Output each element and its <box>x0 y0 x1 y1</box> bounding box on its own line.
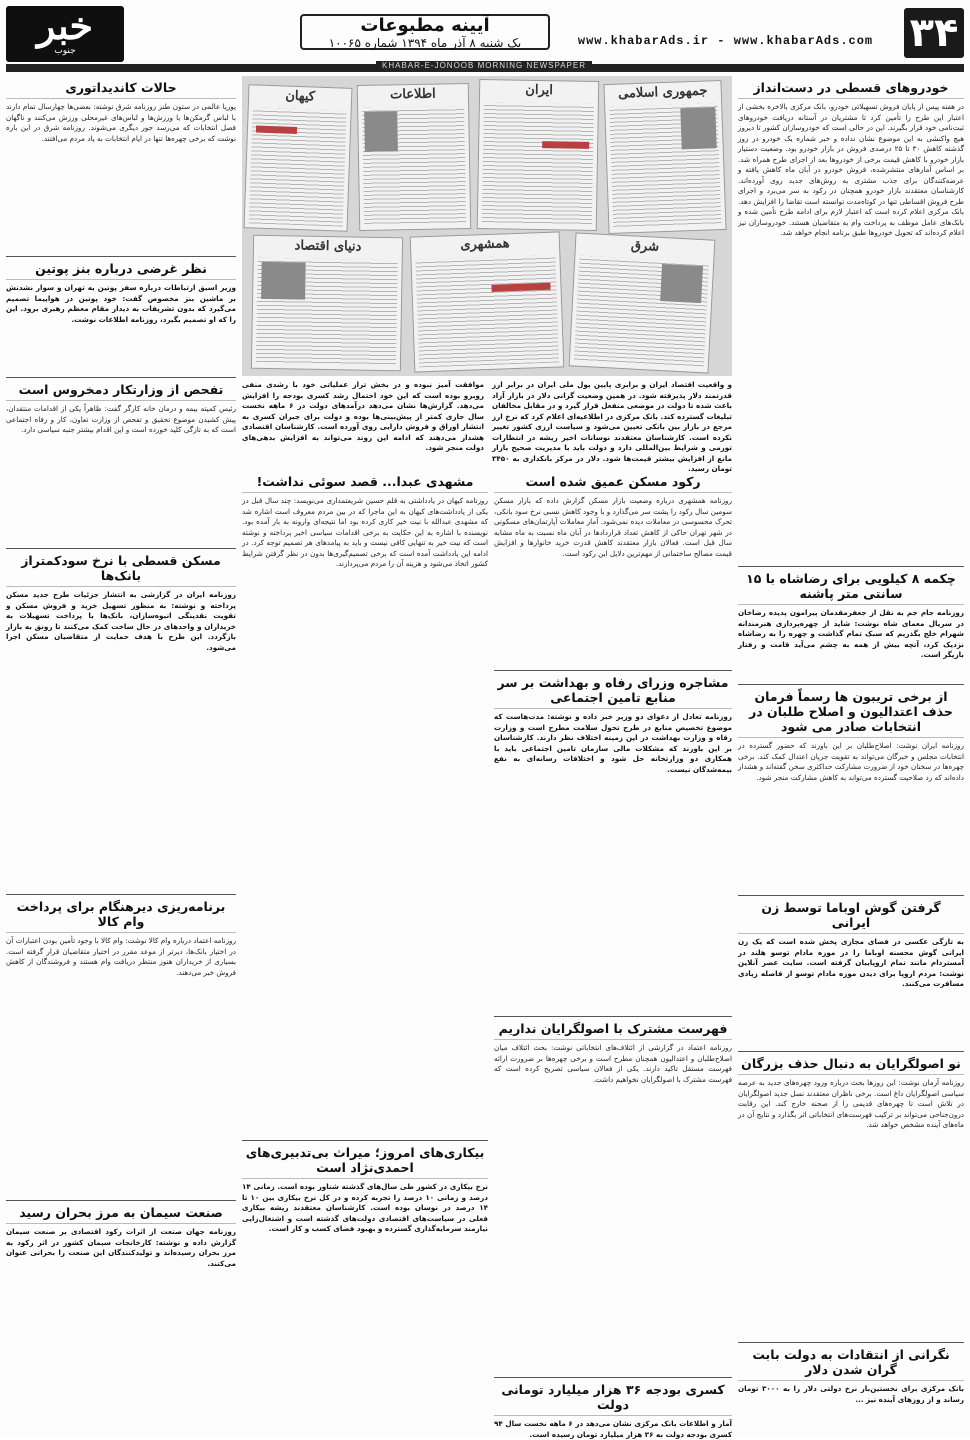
headline-a8: نظر غرضی درباره بنز پوتین <box>6 256 236 280</box>
headline-a2: چکمه ۸ کیلویی برای رضاشاه با ۱۵ سانتی متر پاشنه <box>738 566 964 605</box>
headline-a7: حالات کاندیداتوری <box>6 76 236 99</box>
page-number: ۳۴ <box>904 8 964 58</box>
headline-a5: نو اصولگرایان به دنبال حذف بزرگان <box>738 1051 964 1075</box>
lead-text-row <box>242 380 732 473</box>
body-a1: در هفته پیس از پایان فروش تسهیلاتی خودرو، بانک مرکزی بالاخره بخشی از اعتبار این طرح را تأمین کرد تا مشتریان در آستانه دریافت خودروهای ثبت‌نامی خود قرار بگیرند. این در حالی است که خودروسازان کشور تا دیروز هیچ واکنشی به این موضوع نشان نداده و خبر شماره یک خودرو در روز گذشته کاهش ۳۰ تا ۲۵ درصدی فروش در بازار خودرو بود. وضعیت دستیار بازار خودرو با کاهش قیمت برخی از خودروها بعد از اجرای طرح همراه شد. بر اساس آمارهای منتشرشده، فروش خودرو در آبان ماه کاهش یافته و عرضه‌کنندگان برای جذب مشتری به روش‌های جدید روی آورده‌اند. کارشناسان معتقدند بازار خودرو همچنان در رکود به سر می‌برد و اجرای طرح فروش اقساطی تنها در کوتاه‌مدت توانسته است تقاضا را افزایش دهد. بانک مرکزی اعلام کرده است که اعتبار لازم برای ادامه طرح تأمین شده و بانک‌های عامل موظف به پرداخت وام به متقاضیان هستند. خودروسازان نیز اعلام کرده‌اند که تحویل خودروها طبق برنامه انجام خواهد شد. <box>738 102 965 237</box>
newspaper-thumb: جمهوری اسلامی <box>603 80 726 234</box>
body-a9: رئیس کمیته بیمه و درمان خانه کارگر گفت: ظاهراً یکی از اقدامات منتقدان، پیش کشیدن موضوع تحقیق و تفحص از وزارت تعاون، کار و رفاه اجتماعی است که به تازگی کلید خورده است و این اقدام بیشتر جنبه سیاسی دارد. <box>6 404 236 434</box>
body-a15: روزنامه همشهری درباره وضعیت بازار مسکن گزارش داده که بازار مسکن سومین سال رکود را پشت سر می‌گذارد و با وجود کاهش نسبی نرخ سود بانکی، تحرک محسوسی در معاملات دیده نمی‌شود. آمار معاملات آپارتمان‌های مسکونی در شهر تهران حاکی از کاهش تعداد قراردادها در آبان ماه نسبت به ماه مشابه سال قبل است. فعالان بازار معتقدند کاهش قدرت خرید خانوارها و افزایش قیمت مصالح ساختمانی از مهم‌ترین دلایل این رکود است. <box>494 496 732 558</box>
body-a19: نرخ بیکاری در کشور طی سال‌های گذشته شناور بوده است. زمانی ۱۴ درصد و زمانی ۱۰ درصد را تجربه کرده و در کل نرخ بیکاری بین ۱۰ تا ۱۴ درصد در نوسان بوده است. کارشناسان معتقدند ریشه بیکاری فعلی در سیاست‌های اقتصادی دولت‌های گذشته است و اشتغال‌زایی نیازمند سرمایه‌گذاری گسترده و بهبود فضای کسب و کار است. <box>242 1182 488 1233</box>
body-a20: آمار و اطلاعات بانک مرکزی نشان می‌دهد در ۶ ماهه نخست سال ۹۴ کسری بودجه دولت به ۳۶ هزار میلیارد تومان رسیده است. <box>494 1419 733 1439</box>
body-a6: بانک مرکزی برای نخستین‌بار نرخ دولتی دلار را به ۳۰۰۰ تومان رساند و از روزهای آینده نیز ... <box>738 1384 964 1404</box>
column-3 <box>242 470 488 1431</box>
headline-a16: مشهدی عبدا... قصد سوئی نداشت! <box>242 470 488 493</box>
headline-a1: خودروهای قسطی در دست‌انداز <box>738 76 964 99</box>
headline-a20: کسری بودجه ۳۶ هزار میلیارد تومانی دولت <box>494 1377 732 1416</box>
body-a17: روزنامه تعادل از دعوای دو وزیر خبر داده و نوشته: مدت‌هاست که موضوع تخصیص منابع در طرح تحول سلامت مطرح است و وزارت رفاه و وزارت بهداشت در این زمینه اختلاف نظر دارند. کارشناسان بر این باورند که مشکلات مالی سازمان تامین اجتماعی باید با همکاری دو وزارتخانه حل شود و اختلافات رسانه‌ای به نفع بیمه‌شدگان نیست. <box>494 712 732 774</box>
body-a3: روزنامه ایران نوشت: اصلاح‌طلبان بر این باورند که حضور گسترده در انتخابات مجلس و خبرگان می‌تواند به تقویت جریان اعتدال کمک کند. برخی چهره‌ها در سخنان خود از ضرورت مشارکت حداکثری سخن گفته‌اند و هشدار داده‌اند که رد صلاحیت گسترده می‌تواند به کاهش مشارکت منجر شود. <box>738 741 964 782</box>
headline-a19: بیکاری‌های امروز؛ میراث بی‌تدبیری‌های احمدی‌نژاد است <box>242 1140 488 1179</box>
strip-text: KHABAR-E-JONOOB MORNING NEWSPAPER <box>376 61 592 70</box>
body-a16: روزنامه کیهان در یادداشتی به قلم حسین شریعتمداری می‌نویسد: چند سال قبل در یکی از یادداشت‌های کیهان به این ماجرا که در بین مردم معروف است اشاره شد که مشهدی عبدالله با نیت خیر کاری کرده بود اما نتیجه‌ای وارونه به بار آمده بود. نویسنده با اشاره به این حکایت به برخی اقدامات سیاسی اخیر پرداخته و نوشته است که نیت خیر به تنهایی کافی نیست و باید به پیامدهای هر تصمیم توجه کرد. در ادامه این یادداشت آمده است که برخی تصمیم‌گیری‌ها بدون در نظر گرفتن شرایط کشور اتخاذ می‌شود و هزینه آن را مردم می‌پردازند. <box>242 496 488 568</box>
body-a11: روزنامه اعتماد درباره وام کالا نوشت: وام کالا با وجود تأمین بودن اعتبارات آن در اختیار بانک‌ها، دیرتر از موعد مقرر در اختیار متقاضیان قرار گرفته است. بسیاری از خریداران هنوز منتظر دریافت وام هستند و فروشندگان از کاهش فروش خبر می‌دهند. <box>6 936 236 977</box>
headline-a3: از برخی تریبون ها رسماً فرمان حذف اعتدالیون و اصلاح طلبان در انتخابات صادر می شود <box>738 684 964 738</box>
headline-a12: صنعت سیمان به مرز بحران رسید <box>6 1200 236 1224</box>
headline-a15: رکود مسکن عمیق شده است <box>494 470 732 493</box>
body-a4: به تازگی عکسی در فضای مجازی پخش شده است که یک زن ایرانی گوش محسنه اوباما را در موزه مادام توسو هلند در آمستردام مانند تمام اروپاییان گرفته است. سایت عصر آنلاین نوشت: مردم اروپا برای دیدن موزه مادام توسو از فاصله زیادی مسافرت می‌کنند. <box>738 937 964 988</box>
photo-block <box>242 76 732 473</box>
header-strip <box>6 61 964 72</box>
headline-a10: مسکن قسطی با نرخ سودکمتراز بانک‌ها <box>6 548 236 587</box>
headline-a11: برنامه‌ریزی دیرهنگام برای پرداخت وام کالا <box>6 894 236 933</box>
body-a12: روزنامه جهان صنعت از اثرات رکود اقتصادی بر صنعت سیمان گزارش داده و نوشته: کارخانجات سیمان کشور در اثر رکود به مرز بحران رسیده‌اند و تولیدکنندگان این صنعت را بحرانی عنوان می‌کنند. <box>6 1227 236 1268</box>
body-a13: و واقعیت اقتصاد ایران و برابری پایین پول ملی ایران در برابر ارز قدرتمند دلار پذیرفته شود. در همین وضعیت گرانی دلار در بازار آزاد باعث شده تا دولت در موضعی منفعل قرار گیرد و در مقابل مخالفان تبلیغات گسترده کند. بانک مرکزی در اطلاعیه‌ای اعلام کرد که نرخ ارز مرجع در بازار بین بانکی تعیین می‌شود و سیاست ارزی کشور تغییر نکرده است. کارشناسان معتقدند نوسانات اخیر ریشه در انتظارات تورمی و شرایط بین‌المللی دارد و دولت باید با مدیریت صحیح بازار مانع از افزایش بیشتر قیمت‌ها شود. دلار در مرکز بانکداری به ۳۴۵۰ تومان رسید. <box>492 380 732 473</box>
body-a8: وزیر اسبق ارتباطات درباره سفر پوتین به تهران و سوار نشدنش بر ماشین بنز مخصوص گفت: خود پوتین در هواپیما تصمیم می‌گیرد که بدون تشریفات به دیدار مقام معظم رهبری برود. این را که او تصمیم بگیرد، روزنامه اطلاعات نوشت. <box>6 283 236 324</box>
body-a7: پوریا عالمی در ستون طنز روزنامه شرق نوشته: بعضی‌ها چهارسال تمام دارند با لباس گرمکن‌ها با ورزش‌ها و لباس‌های غیرمحلی ورزش می‌کنند و ناگهان فصل انتخابات که می‌رسد جور دیگری می‌شوند. روزنامه شرق در این باره نوشت که برخی چهره‌ها تنها در ایام انتخابات به یاد مردم می‌افتند. <box>6 102 236 143</box>
site-url[interactable]: www.khabarAds.ir - www.khabarAds.com <box>577 34 874 48</box>
body-a5: روزنامه آرمان نوشت: این روزها بحث درباره ورود چهره‌های جدید به عرصه سیاسی اصولگرایان داغ است. برخی ناظران معتقدند نسل جدید اصولگرایان در تلاش است تا چهره‌های قدیمی را از صحنه خارج کند. این رقابت درون‌جناحی می‌تواند بر ترکیب فهرست‌های انتخاباتی اثر بگذارد و نتایج آن در ماه‌های آینده مشخص خواهد شد. <box>738 1078 964 1129</box>
headline-a4: گرفتن گوش اوباما توسط زن ایرانی <box>738 895 964 934</box>
newspaper-thumb: ایران <box>477 79 600 231</box>
body-a18: روزنامه اعتماد در گزارشی از ائتلاف‌های انتخاباتی نوشت: بحث ائتلاف میان اصلاح‌طلبان و اعتدالیون همچنان مطرح است و برخی چهره‌ها بر ضرورت ارائه فهرست مستقل تاکید دارند. یکی از فعالان سیاسی تصریح کرده است که فهرست مشترک با اصولگرایان نخواهیم داشت. <box>494 1043 732 1084</box>
newspaper-thumb: کیهان <box>244 84 353 232</box>
logo-subtitle: جنوب <box>54 46 76 56</box>
newspaper-thumb: اطلاعات <box>357 83 472 231</box>
headline-a6: نگرانی از انتقادات به دولت بابت گران شدن دلار <box>738 1342 964 1381</box>
column-4 <box>6 76 236 1431</box>
newspapers-photo <box>242 76 732 376</box>
headline-a9: تفحص از وزارتکار دمخروس است <box>6 377 236 401</box>
body-a10: روزنامه ایران در گزارشی به انتشار جزئیات طرح جدید مسکن پرداخته و نوشته: به منظور تسهیل خرید و فروش مسکن و تقویت نقدینگی انبوه‌سازان، بانک‌ها با پرداخت تسهیلات به خریداران و واحدهای در حال ساخت کمک می‌کنند تا رونق به بازار بازگردد. این طرح با هدف حمایت از متقاضیان مسکن اجرا می‌شود. <box>6 590 236 652</box>
body-a2: روزنامه جام جم به نقل از جعفرمقدمان پیرامون پدیده رضاخان در سریال معمای شاه نوشت: شاید از چهره‌پردازی هنرمندانه شهرام خلج بگذریم که سبک تمام گذاشت و چهره را به رضاشاه نزدیک کرد، آنچه بیش از همه به چشم می‌آید قامت و رفتار بازیگر است. <box>738 608 964 659</box>
headline-a18: فهرست مشترک با اصولگرایان نداریم <box>494 1016 732 1040</box>
body-a14: موافقت آمیز نبوده و در بخش تراز عملیاتی خود با رشدی منفی روبرو بوده است که این خود احتمال رشد کسری بودجه را افزایش می‌دهد. گزارش‌ها نشان می‌دهد درآمدهای دولت در ۶ ماهه نخست سال جاری کمتر از پیش‌بینی‌ها بوده و دولت برای جبران کسری به انتشار اوراق و فروش دارایی روی آورده است. کارشناسان اقتصادی هشدار می‌دهند که ادامه این روند می‌تواند به افزایش بدهی‌های دولت منجر شود. <box>242 380 484 452</box>
column-2 <box>494 470 733 1439</box>
issue-date: یک شنبه ۸ آذر ماه ۱۳۹۴ شماره ۱۰۰۶۵ <box>328 36 522 50</box>
newspaper-thumb: همشهری <box>410 231 565 372</box>
column-1 <box>738 76 964 1431</box>
section-title <box>300 14 550 50</box>
newspaper-thumb: دنیای اقتصاد <box>251 235 403 372</box>
newspaper-thumb: شرق <box>569 232 716 373</box>
page-header <box>6 3 964 62</box>
section-name: آیینه مطبوعات <box>360 15 490 36</box>
headline-a17: مشاجره وزرای رفاه و بهداشت بر سر منابع تامین اجتماعی <box>494 670 732 709</box>
logo-text: خبر <box>37 3 93 48</box>
newspaper-logo <box>6 3 124 62</box>
